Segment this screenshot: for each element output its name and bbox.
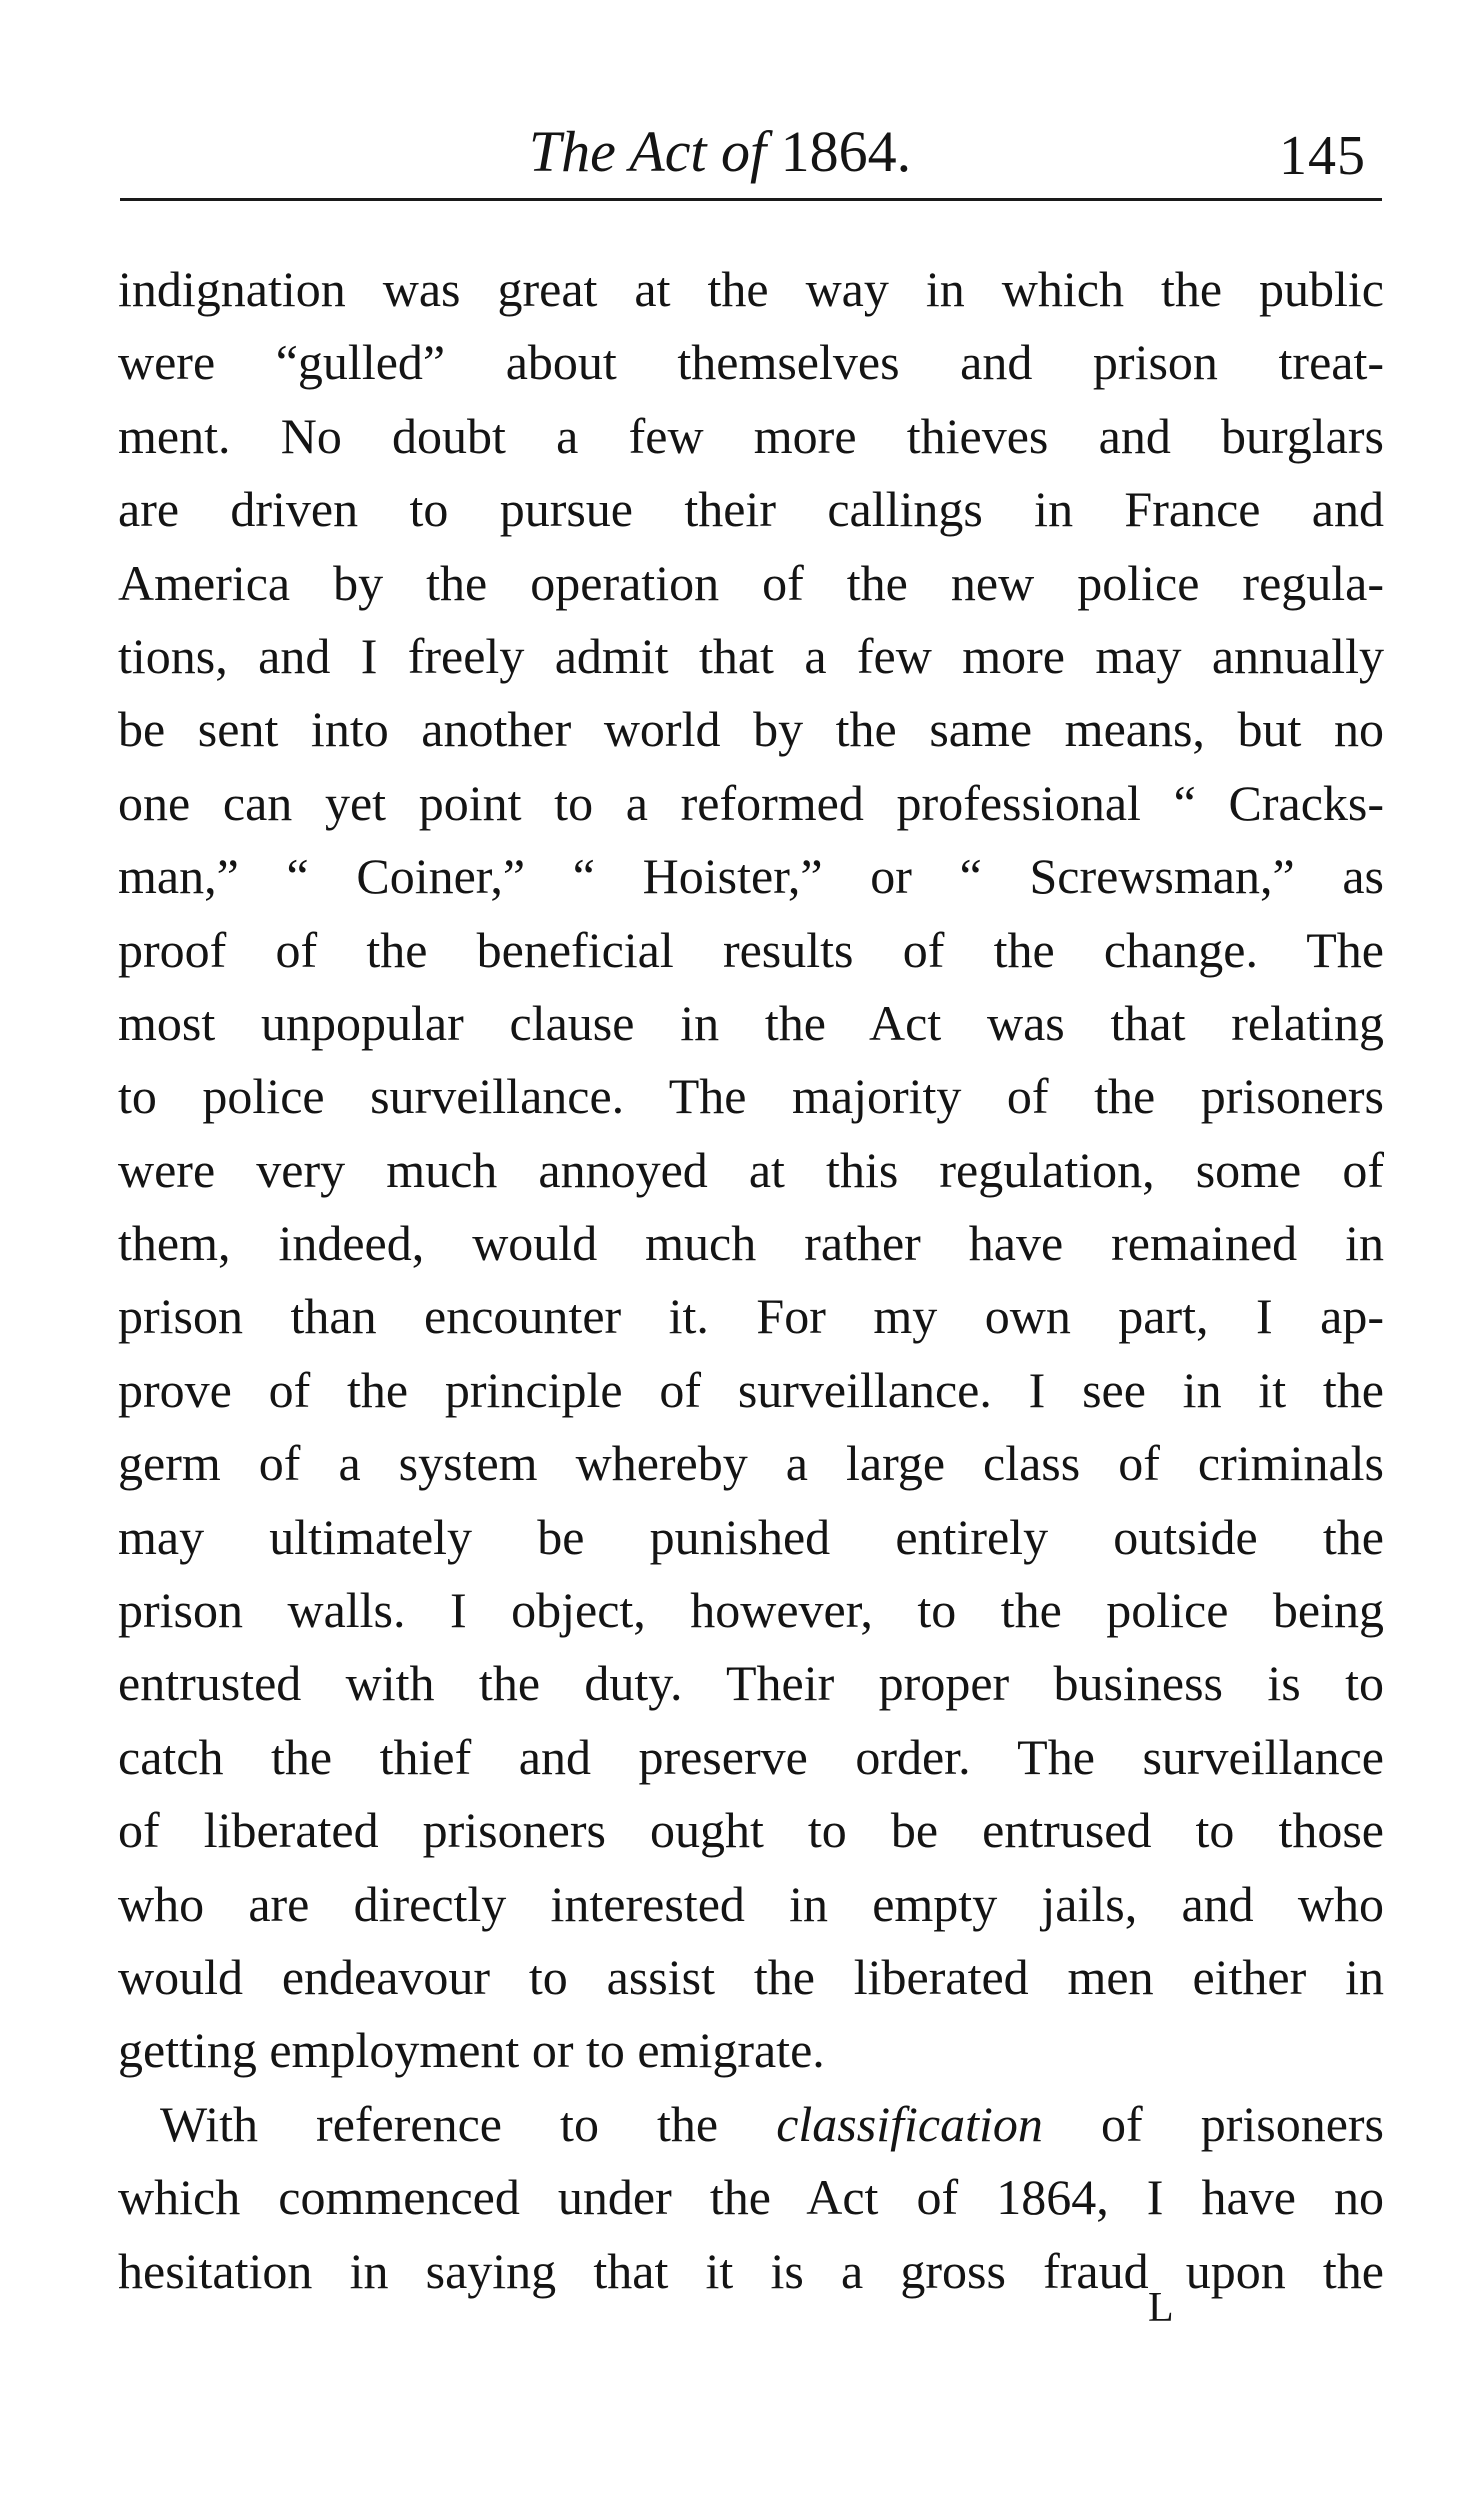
text-line: of liberated prisoners ought to be entrused to those — [118, 1802, 1384, 1859]
text-line: one can yet point to a reformed professional “ Cracks- — [118, 774, 1384, 831]
page-number: 145 — [1279, 125, 1366, 187]
text-segment: of prisoners — [1100, 2095, 1384, 2152]
signature-mark: L — [1148, 2285, 1174, 2331]
text-line: most unpopular clause in the Act was that relating — [118, 994, 1384, 1051]
running-title — [500, 112, 940, 192]
text-line: prison walls. I object, however, to the police being — [118, 1582, 1384, 1639]
text-line: ment. No doubt a few more thieves and burglars — [118, 407, 1384, 464]
running-title-prefix: The Act of — [528, 119, 767, 184]
text-line: germ of a system whereby a large class of criminals — [118, 1435, 1384, 1492]
text-line: entrusted with the duty. Their proper business is to — [118, 1655, 1384, 1712]
body-text — [118, 253, 1384, 2308]
text-line: man,” “ Coiner,” “ Hoister,” or “ Screwsman,” as — [118, 848, 1384, 905]
emphasized-word: classification — [776, 2095, 1043, 2152]
text-line — [118, 2088, 1384, 2161]
running-head — [120, 112, 1380, 202]
text-line: may ultimately be punished entirely outside the — [118, 1508, 1384, 1565]
running-title-year: 1864. — [780, 119, 912, 184]
text-line: which commenced under the Act of 1864, I have no — [118, 2169, 1384, 2226]
text-line: catch the thief and preserve order. The surveillance — [118, 1728, 1384, 1785]
text-line: America by the operation of the new police regula- — [118, 554, 1384, 611]
paragraph-1 — [118, 253, 1384, 2088]
text-line: are driven to pursue their callings in France and — [118, 481, 1384, 538]
text-line: indignation was great at the way in which the public — [118, 261, 1384, 317]
text-line: were very much annoyed at this regulation, some of — [118, 1141, 1384, 1198]
text-line: tions, and I freely admit that a few more may annually — [118, 627, 1384, 684]
text-line: be sent into another world by the same means, but no — [118, 701, 1384, 758]
text-line: proof of the beneficial results of the change. The — [118, 921, 1384, 978]
text-line: prove of the principle of surveillance. I see in it the — [118, 1361, 1384, 1418]
text-line: prison than encounter it. For my own part, I ap- — [118, 1288, 1384, 1345]
text-line: hesitation in saying that it is a gross fraud upon the — [118, 2242, 1384, 2299]
paragraph-2 — [118, 2088, 1384, 2308]
text-segment: With reference to the — [160, 2095, 719, 2152]
text-line: to police surveillance. The majority of the prisoners — [118, 1068, 1384, 1125]
text-line: them, indeed, would much rather have remained in — [118, 1215, 1384, 1272]
text-line: getting employment or to emigrate. — [118, 2022, 825, 2079]
text-line: were “gulled” about themselves and prison treat- — [118, 334, 1384, 391]
text-line: who are directly interested in empty jails, and who — [118, 1875, 1384, 1932]
text-line: would endeavour to assist the liberated men either in — [118, 1948, 1384, 2005]
header-rule — [120, 198, 1382, 201]
